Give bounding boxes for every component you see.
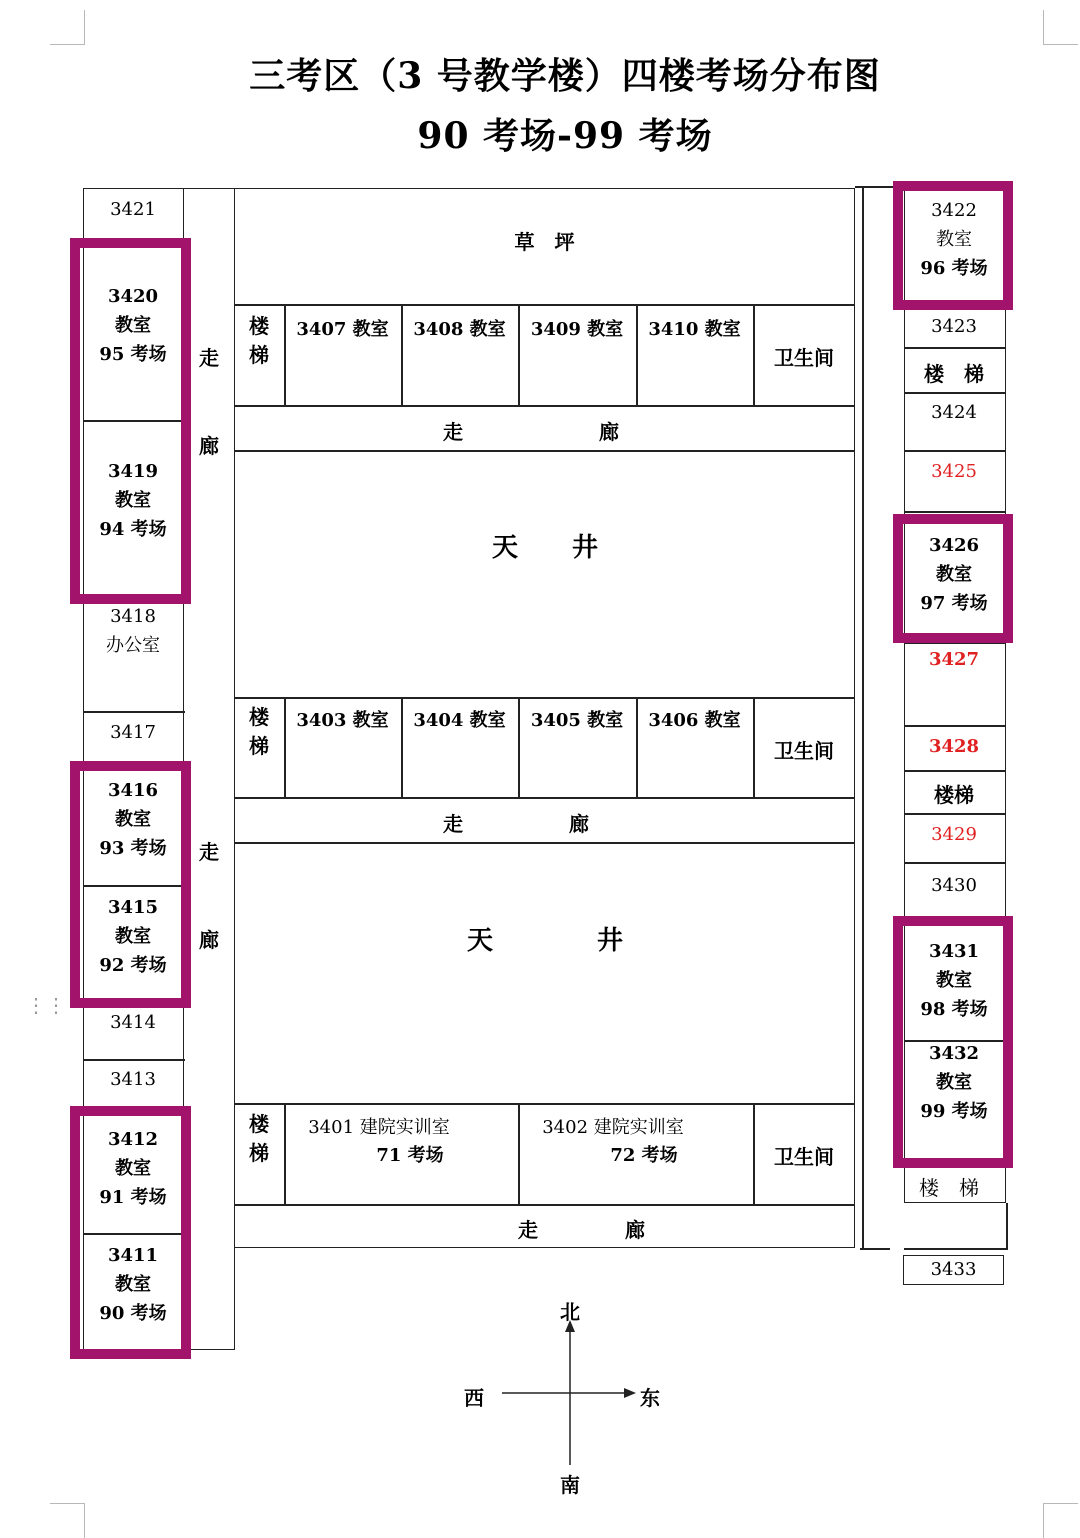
exam-72: 72 考场 xyxy=(610,1145,678,1166)
room-3403: 3403 教室 xyxy=(296,710,389,731)
stairs-label: 楼 梯 xyxy=(924,362,984,386)
room-3402: 3402 建院实训室 xyxy=(542,1117,684,1138)
corridor-label: 廊 xyxy=(625,1218,645,1242)
room-3412: 3412 教室 91 考场 xyxy=(99,1128,167,1208)
lawn-label: 草 坪 xyxy=(514,230,575,254)
exam-highlight xyxy=(893,514,1013,643)
room-3424: 3424 xyxy=(931,402,977,423)
atrium-label: 天 xyxy=(491,533,518,563)
stairs-label: 楼 梯 xyxy=(919,1176,979,1200)
corridor-label: 廊 xyxy=(199,434,219,458)
room-3422: 3422 教室 96 考场 xyxy=(920,199,988,279)
room-3408: 3408 教室 xyxy=(413,319,506,340)
corridor-label: 走 xyxy=(443,420,463,444)
room-3416: 3416 教室 93 考场 xyxy=(99,779,167,859)
room-3426: 3426 教室 97 考场 xyxy=(920,534,988,614)
room-3406: 3406 教室 xyxy=(648,710,741,731)
exam-71: 71 考场 xyxy=(376,1145,444,1166)
page-subtitle: 90 考场-99 考场 xyxy=(417,115,713,157)
room-3415: 3415 教室 92 考场 xyxy=(99,896,167,976)
room-3414: 3414 xyxy=(110,1012,156,1033)
atrium-label: 井 xyxy=(596,926,623,956)
room-3431: 3431 教室 98 考场 xyxy=(920,940,988,1020)
room-3423: 3423 xyxy=(931,316,977,337)
room-3427: 3427 xyxy=(928,649,980,670)
room-3409: 3409 教室 xyxy=(530,319,624,340)
room-3405: 3405 教室 xyxy=(530,710,624,731)
room-3411: 3411 教室 90 考场 xyxy=(99,1244,167,1324)
compass-north: 北 xyxy=(560,1300,580,1324)
stairs-label: 楼 梯 xyxy=(249,1112,269,1165)
room-3419: 3419 教室 94 考场 xyxy=(99,460,167,540)
room-3407: 3407 教室 xyxy=(296,319,389,340)
room-3421: 3421 xyxy=(110,199,156,220)
corner-mark xyxy=(1043,10,1078,45)
corridor-label: 走 xyxy=(199,840,219,864)
room-3420: 3420 教室 95 考场 xyxy=(99,285,167,365)
room-3410: 3410 教室 xyxy=(648,319,741,340)
corner-mark xyxy=(50,1503,85,1538)
restroom-label: 卫生间 xyxy=(774,739,834,763)
room-3429: 3429 xyxy=(931,824,977,845)
compass-south: 南 xyxy=(560,1473,580,1497)
corner-mark xyxy=(50,10,85,45)
atrium-label: 井 xyxy=(571,533,598,563)
room-3428: 3428 xyxy=(928,736,980,757)
stairs-label: 楼梯 xyxy=(934,783,974,807)
exam-highlight xyxy=(70,761,191,1008)
restroom-label: 卫生间 xyxy=(774,346,834,370)
room-3425: 3425 xyxy=(931,461,977,482)
corner-mark xyxy=(1043,1503,1078,1538)
corridor-label: 走 xyxy=(199,346,219,370)
exam-highlight xyxy=(70,238,191,604)
restroom-label: 卫生间 xyxy=(774,1145,834,1169)
stairs-label: 楼 梯 xyxy=(249,705,269,758)
corridor-label: 走 xyxy=(518,1218,538,1242)
exam-highlight xyxy=(893,181,1013,310)
corridor-label: 走 xyxy=(443,812,463,836)
room-3417: 3417 xyxy=(110,722,156,743)
room-3404: 3404 教室 xyxy=(413,710,506,731)
stairs-label: 楼 梯 xyxy=(249,314,269,367)
room-3418: 3418 办公室 xyxy=(106,606,160,656)
room-3433: 3433 xyxy=(930,1259,977,1280)
room-3430: 3430 xyxy=(931,875,977,896)
room-3432: 3432 教室 99 考场 xyxy=(920,1042,988,1122)
room-3401: 3401 建院实训室 xyxy=(308,1117,450,1138)
corridor-label: 廊 xyxy=(569,812,589,836)
compass-west: 西 xyxy=(464,1386,484,1410)
exam-highlight xyxy=(893,916,1013,1168)
exam-highlight xyxy=(70,1106,191,1359)
corridor-label: 廊 xyxy=(199,928,219,952)
atrium-label: 天 xyxy=(466,926,493,956)
corridor-label: 廊 xyxy=(599,420,619,444)
room-3413: 3413 xyxy=(110,1069,156,1090)
page-title: 三考区（3 号教学楼）四楼考场分布图 xyxy=(249,55,881,97)
compass-east: 东 xyxy=(640,1386,660,1410)
drag-handle-icon[interactable]: ⋮⋮ xyxy=(26,993,66,1017)
